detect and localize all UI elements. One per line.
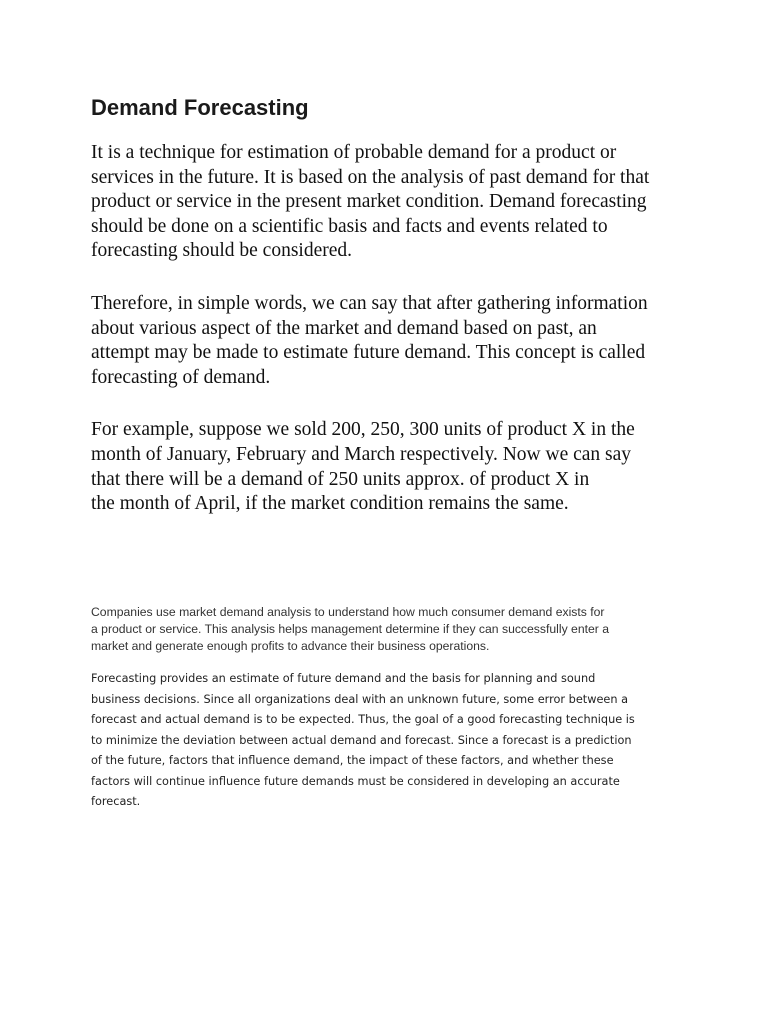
supplementary-notes (91, 604, 691, 813)
forecasting-paragraph: Forecasting provides an estimate of future demand and the basis for planning and sound business decisions. Since all organizations deal with an unknown future, some error between a forecast and actual demand is to be expected. Thus, the goal of a good forecasting technique is to minimize the deviation between actual demand and forecast. Since a forecast is a prediction of the future, factors that influence demand, the impact of these factors, and whether these factors will continue influence future demands must be considered in developing an accurate forecast. (91, 672, 635, 808)
summary-paragraph: Therefore, in simple words, we can say that after gathering information about various aspect of the market and demand based on past, an attempt may be made to estimate future demand. This concept is called forecasting of demand. (91, 292, 648, 388)
definition-paragraph: It is a technique for estimation of probable demand for a product or services in the future. It is based on the analysis of past demand for that product or service in the present market condition. Demand forecasting should be done on a scientific basis and facts and events related to forecasting should be considered. (91, 142, 650, 262)
main-content (91, 93, 691, 545)
page-title: Demand Forecasting (91, 95, 309, 120)
example-paragraph: For example, suppose we sold 200, 250, 300 units of product X in the month of January, February and March respectively. Now we can say that there will be a demand of 250 units approx. of product X in the month of April, if the market condition remains the same. (91, 419, 635, 515)
market-analysis-paragraph: Companies use market demand analysis to understand how much consumer demand exists for a product or service. This analysis helps management determine if they can successfully enter a market and generate enough profits to advance their business operations. (91, 605, 609, 653)
